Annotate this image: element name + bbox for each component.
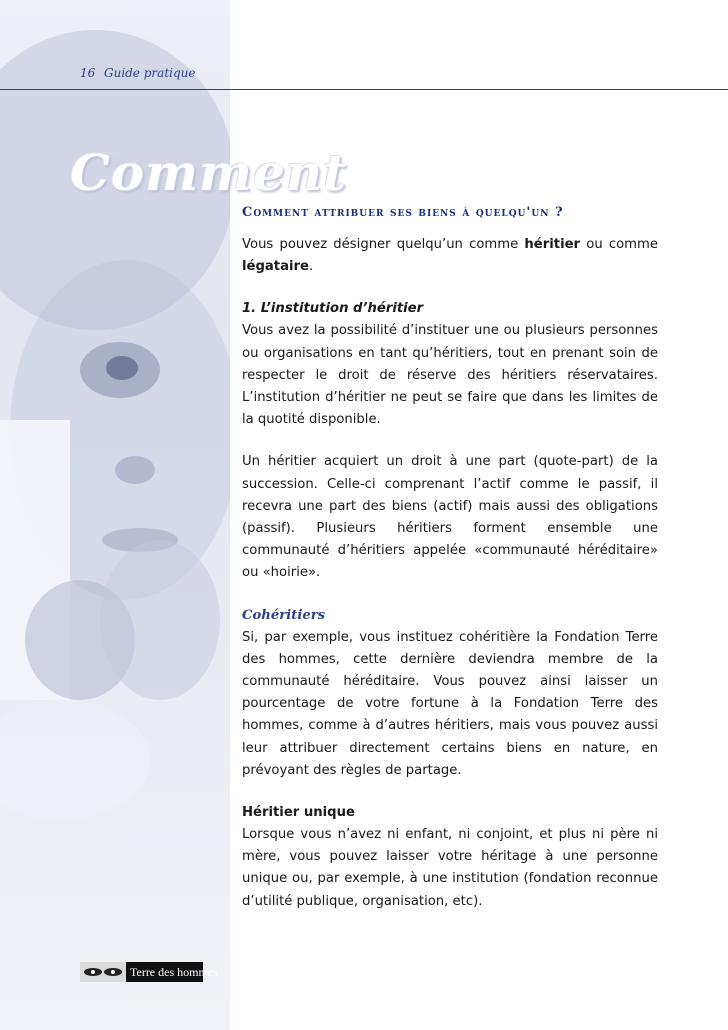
organization-logo [80, 962, 218, 982]
running-header: Guide pratique [104, 66, 196, 80]
eyes-icon [80, 962, 126, 982]
legatee-term: légataire [242, 259, 309, 275]
page-title: Comment attribuer ses biens à quelqu'un ? [242, 205, 564, 220]
coheirs-paragraph: Si, par exemple, vous instituez cohéritière la Fondation Terre des hommes, cette dernière deviendra membre de la communauté héréditaire. Vous pouvez ainsi laisser un pourcentage de votre fortune à la Fondation Terre des hommes, comme à d’autres héritiers, mais vous pouvez aussi leur attribuer directement certains biens en nature, en prévoyant des règles de partage. [242, 629, 658, 778]
heir-rights-paragraph: Un héritier acquiert un droit à une part (quote-part) de la succession. Celle-ci comprenant l’actif comme le passif, il recevra une part des biens (actif) mais aussi des obligations (passif). Plusieurs héritiers forment ensemble une communauté d’héritiers appelée «communauté héréditaire» ou «hoirie». [242, 454, 658, 581]
header-rule [0, 89, 728, 90]
intro-paragraph: Vous pouvez désigner quelqu’un comme héritier ou comme légataire. [242, 237, 658, 275]
sole-heir-paragraph: Lorsque vous n’avez ni enfant, ni conjoint, et plus ni père ni mère, vous pouvez laisser votre héritage à une personne unique ou, par exemple, à une institution (fondation reconnue d’utilité publique, organisation, etc). [242, 827, 658, 909]
section-heading-sole-heir: Héritier unique [242, 805, 355, 821]
page-number: 16 [80, 66, 96, 80]
heir-term: héritier [524, 237, 581, 252]
institution-paragraph: Vous avez la possibilité d’instituer une ou plusieurs personnes ou organisations en tant qu’héritiers, tout en prenant soin de respecter le droit de réserve des héritiers réservataires. L’institution d’héritier ne peut se faire que dans les limites de la quotité disponible. [242, 323, 658, 428]
logo-text: Terre des hommes [130, 964, 218, 979]
section-heading-coheirs: Cohéritiers [242, 607, 326, 623]
decorative-title: Comment [70, 143, 348, 202]
section-heading-institution: 1. L’institution d’héritier [242, 301, 424, 317]
main-content [242, 205, 658, 933]
